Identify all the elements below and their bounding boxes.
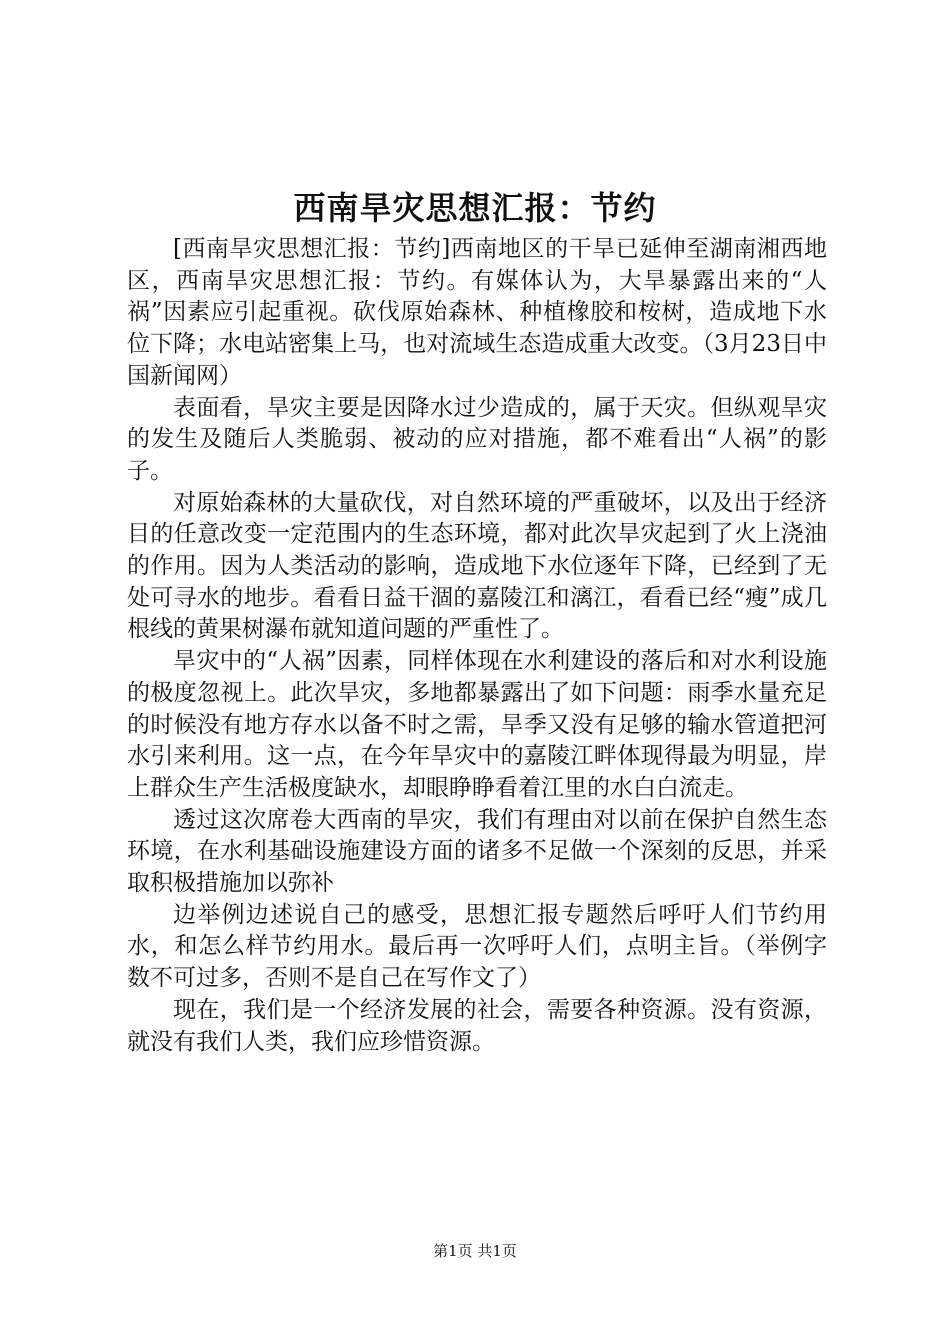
document-body — [127, 234, 827, 1058]
paragraph-3: 对原始森林的大量砍伐，对自然环境的严重破坏，以及出于经济目的任意改变一定范围内的生态环境，都对此次旱灾起到了火上浇油的作用。因为人类活动的影响，造成地下水位逐年下降，已经到了无处可寻水的地步。看看日益干涸的嘉陵江和漓江，看看已经“瘦”成几根线的黄果树瀑布就知道问题的严重性了。 — [127, 489, 827, 643]
paragraph-2: 表面看，旱灾主要是因降水过少造成的，属于天灾。但纵观旱灾的发生及随后人类脆弱、被动的应对措施，都不难看出“人祸”的影子。 — [127, 394, 827, 484]
paragraph-7: 现在，我们是一个经济发展的社会，需要各种资源。没有资源，就没有我们人类，我们应珍惜资源。 — [127, 996, 827, 1055]
paragraph-4: 旱灾中的“人祸”因素，同样体现在水利建设的落后和对水利设施的极度忽视上。此次旱灾，多地都暴露出了如下问题：雨季水量充足的时候没有地方存水以备不时之需，旱季又没有足够的输水管道把河水引来利用。这一点，在今年旱灾中的嘉陵江畔体现得最为明显，岸上群众生产生活极度缺水，却眼睁睁看着江里的水白白流走。 — [127, 648, 827, 801]
page-number-footer: 第1页 共1页 — [433, 1242, 517, 1260]
paragraph-1: [西南旱灾思想汇报：节约]西南地区的干旱已延伸至湖南湘西地区，西南旱灾思想汇报：节约。有媒体认为，大旱暴露出来的“人祸”因素应引起重视。砍伐原始森林、种植橡胶和桉树，造成地下水位下降；水电站密集上马，也对流域生态造成重大改变。（3月23日中国新闻网） — [127, 236, 827, 389]
document-title: 西南旱灾思想汇报：节约 — [293, 189, 657, 227]
paragraph-5: 透过这次席卷大西南的旱灾，我们有理由对以前在保护自然生态环境，在水利基础设施建设方面的诸多不足做一个深刻的反思，并采取积极措施加以弥补 — [127, 806, 827, 897]
paragraph-6: 边举例边述说自己的感受，思想汇报专题然后呼吁人们节约用水，和怎么样节约用水。最后再一次呼吁人们，点明主旨。（举例字数不可过多，否则不是自己在写作文了） — [127, 901, 827, 992]
